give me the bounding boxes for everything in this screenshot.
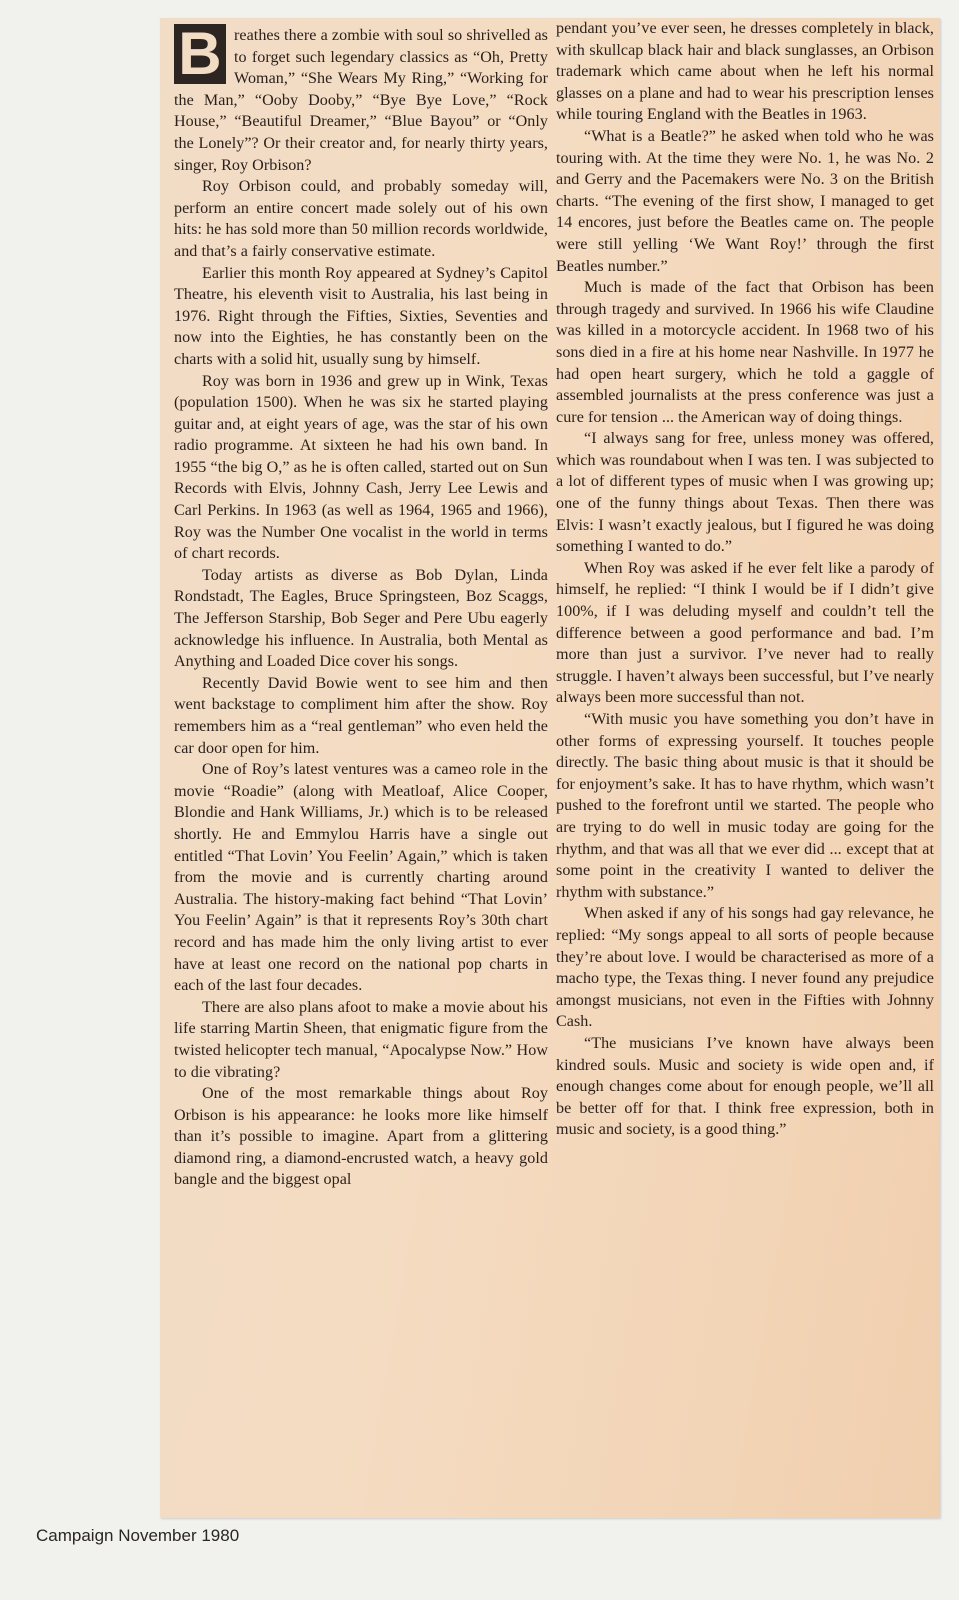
article-paragraph: Roy was born in 1936 and grew up in Wink, Texas (population 1500). When he was six he started playing guitar and, at eight years of age, was the star of his own radio programme. At sixteen he had his own band. In 1955 “the big O,” as he is often called, started out on Sun Records with Elvis, Johnny Cash, Jerry Lee Lewis and Carl Perkins. In 1963 (as well as 1964, 1965 and 1966), Roy was the Number One vocalist in the world in terms of chart records. <box>174 372 548 563</box>
article-paragraph: “The musicians I’ve known have always been kindred souls. Music and society is wide open and, if enough changes come about for enough people, we’ll all be better off for that. I think free expression, both in music and society, is a good thing.” <box>556 1034 934 1139</box>
article-paragraph: One of Roy’s latest ventures was a cameo role in the movie “Roadie” (along with Meatloaf, Alice Cooper, Blondie and Hank Williams, Jr.) which is to be released shortly. He and Emmylou Harris have a single out entitled “That Lovin’ You Feelin’ Again,” which is taken from the movie and is currently charting around Australia. The history-making fact behind “That Lovin’ You Feelin’ Again” is that it represents Roy’s 30th chart record and has made him the only living artist to ever have at least one record on the national pop charts in each of the last four decades. <box>174 761 548 995</box>
article-paragraph: pendant you’ve ever seen, he dresses completely in black, with skullcap black hair and black sunglasses, an Orbison trademark which came about when he left his normal glasses on a plane and had to wear his prescription lenses while touring England with the Beatles in 1963. <box>556 20 934 124</box>
newspaper-clipping <box>160 18 940 1518</box>
drop-cap: B <box>174 24 226 84</box>
article-column-right <box>556 18 934 1141</box>
article-column-left <box>174 18 548 1191</box>
publication-credit: Campaign November 1980 <box>36 1526 240 1545</box>
article-paragraph: One of the most remarkable things about Roy Orbison is his appearance: he looks more like himself than it’s possible to imagine. Apart from a glittering diamond ring, a diamond-encrusted watch, a heavy gold bangle and the biggest opal <box>174 1085 548 1189</box>
article-paragraph: Recently David Bowie went to see him and then went backstage to compliment him after the show. Roy remembers him as a “real gentleman” who even held the car door open for him. <box>174 674 548 757</box>
article-paragraph: Roy Orbison could, and probably someday will, perform an entire concert made solely out of his own hits: he has sold more than 50 million records worldwide, and that’s a fairly conservative estimate. <box>174 178 548 260</box>
article-paragraph: Earlier this month Roy appeared at Sydney’s Capitol Theatre, his eleventh visit to Australia, his last being in 1976. Right through the Fifties, Sixties, Seventies and now into the Eighties, he has constantly been on the charts with a solid hit, usually sung by himself. <box>174 264 548 368</box>
article-paragraph: “With music you have something you don’t have in other forms of expressing yourself. It touches people directly. The basic thing about music is that it should be for enjoyment’s sake. It has to have rhythm, which wasn’t pushed to the forefront until we started. The people who are trying to do well in music today are going for the rhythm, and that was all that we ever did ... except that at some point in the creativity I wanted to deliver the rhythm with substance.” <box>556 711 934 901</box>
article-paragraph: reathes there a zombie with soul so shrivelled as to forget such legendary classics as “Oh, Pretty Woman,” “She Wears My Ring,” “Working for the Man,” “Ooby Dooby,” “Bye Bye Love,” “Rock House,” “Beautiful Dreamer,” “Blue Bayou” or “Only the Lonely”? Or their creator and, for nearly thirty years, singer, Roy Orbison? <box>174 27 548 174</box>
article-paragraph: Much is made of the fact that Orbison has been through tragedy and survived. In 1966 his wife Claudine was killed in a motorcycle accident. In 1968 two of his sons died in a fire at his home near Nashville. In 1977 he had open heart surgery, which he told a gaggle of assembled journalists at the press conference was just a cure for tension ... the American way of doing things. <box>556 279 934 426</box>
article-paragraph: When Roy was asked if he ever felt like a parody of himself, he replied: “I think I would be if I didn’t give 100%, if I was deluding myself and couldn’t tell the difference between a good performance and bad. I’m more than just a survivor. I’ve never had to really struggle. I haven’t always been successful, but I’ve nearly always been more successful than not. <box>556 559 934 707</box>
article-paragraph: “I always sang for free, unless money was offered, which was roundabout when I was ten. I was subjected to a lot of different types of music when I was growing up; one of the funny things about Texas. Then there was Elvis: I wasn’t exactly jealous, but I figured he was doing something I wanted to do.” <box>556 430 934 556</box>
article-paragraph: There are also plans afoot to make a movie about his life starring Martin Sheen, that enigmatic figure from the twisted helicopter tech manual, “Apocalypse Now.” How to die vibrating? <box>174 998 548 1081</box>
article-paragraph: When asked if any of his songs had gay relevance, he replied: “My songs appeal to all sorts of people because they’re about love. I would be characterised as more of a macho type, the Texas thing. I never found any prejudice amongst musicians, not even in the Fifties with Johnny Cash. <box>556 905 934 1031</box>
article-paragraph: “What is a Beatle?” he asked when told who he was touring with. At the time they were No. 1, he was No. 2 and Gerry and the Pacemakers were No. 3 on the British charts. “The evening of the first show, I managed to get 14 encores, just before the Beatles came on. The people were still yelling ‘We Want Roy!’ through the first Beatles number.” <box>556 127 934 275</box>
article-paragraph: Today artists as diverse as Bob Dylan, Linda Rondstadt, The Eagles, Bruce Springsteen, Boz Scaggs, The Jefferson Starship, Bob Seger and Pere Ubu eagerly acknowledge his influence. In Australia, both Mental as Anything and Loaded Dice cover his songs. <box>174 566 548 671</box>
